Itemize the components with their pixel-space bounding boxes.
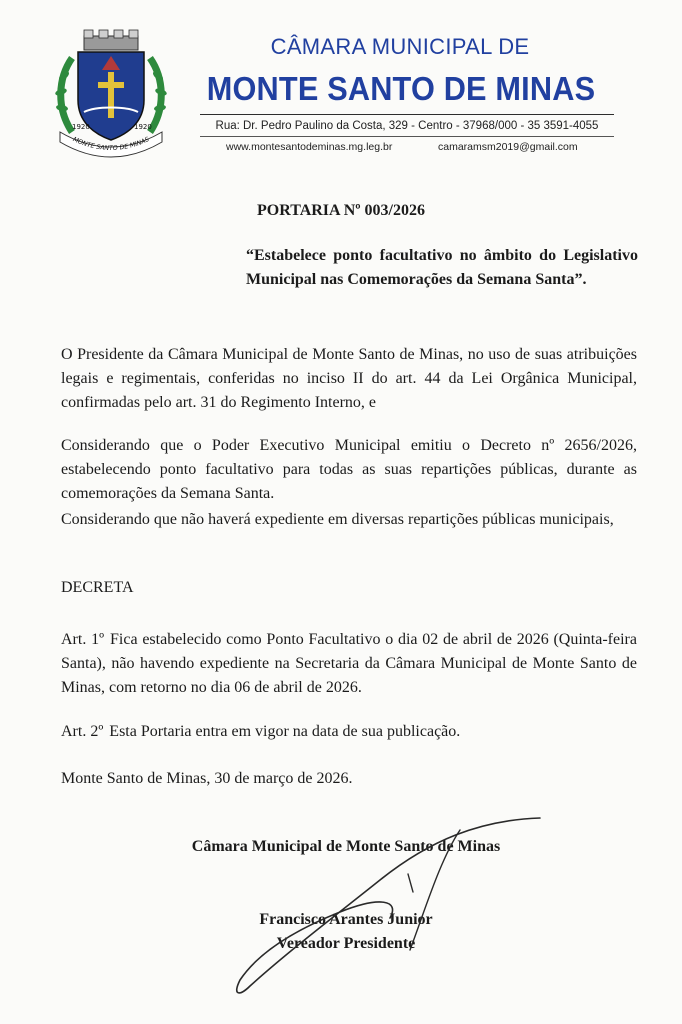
article-2-label: Art. 2º xyxy=(61,723,104,740)
crest-scroll-text: MONTE SANTO DE MINAS xyxy=(71,136,151,153)
signer-name: Francisco Arantes Junior xyxy=(259,911,433,928)
decreta-heading: DECRETA xyxy=(61,579,134,596)
article-2 xyxy=(61,720,637,744)
crest-year-right: 1920 xyxy=(134,123,152,131)
article-1-label: Art. 1º xyxy=(61,631,105,648)
considerando-paragraph-1: Considerando que o Poder Executivo Municipal emitiu o Decreto nº 2656/2026, estabelecendo ponto facultativo para todas as suas repartições públicas, durante as comemorações da Semana Santa. xyxy=(61,437,637,502)
date-line: Monte Santo de Minas, 30 de março de 2026. xyxy=(61,770,353,787)
letterhead-address: Rua: Dr. Pedro Paulino da Costa, 329 - Centro - 37968/000 - 35 3591-4055 xyxy=(215,120,599,132)
article-1-text: Fica estabelecido como Ponto Facultativo o dia 02 de abril de 2026 (Quinta-feira Santa), não havendo expediente na Secretaria da Câmara Municipal de Monte Santo de Minas, com retorno no dia 06 de abril de 2026. xyxy=(61,631,637,696)
crest-year-left: 1920 xyxy=(72,123,90,131)
letterhead-email: camaramsm2019@gmail.com xyxy=(438,141,578,153)
preamble-paragraph: O Presidente da Câmara Municipal de Monte Santo de Minas, no uso de suas atribuições legais e regimentais, conferidas no inciso II do art. 44 da Lei Orgânica Municipal, confirmadas pelo art. 31 do Regimento Interno, e xyxy=(61,346,637,411)
letterhead-divider xyxy=(200,114,614,115)
coat-of-arms-icon xyxy=(50,28,172,158)
letterhead-divider-2 xyxy=(200,136,614,137)
considerando-paragraph-2: Considerando que não haverá expediente em diversas repartições públicas municipais, xyxy=(61,511,614,528)
signer-role: Vereador Presidente xyxy=(276,935,416,952)
handwritten-signature-icon xyxy=(210,800,570,1000)
document-title: PORTARIA Nº 003/2026 xyxy=(257,202,425,219)
signature-organization: Câmara Municipal de Monte Santo de Minas xyxy=(191,838,501,855)
letterhead-title-line1: CÂMARA MUNICIPAL DE xyxy=(270,34,530,59)
article-1 xyxy=(61,628,637,700)
letterhead-title-line2: MONTE SANTO DE MINAS xyxy=(206,70,596,107)
letterhead-website: www.montesantodeminas.mg.leg.br xyxy=(226,141,393,153)
article-2-text: Esta Portaria entra em vigor na data de sua publicação. xyxy=(109,723,461,740)
document-ementa: “Estabelece ponto facultativo no âmbito do Legislativo Municipal nas Comemorações da Semana Santa”. xyxy=(246,247,638,288)
